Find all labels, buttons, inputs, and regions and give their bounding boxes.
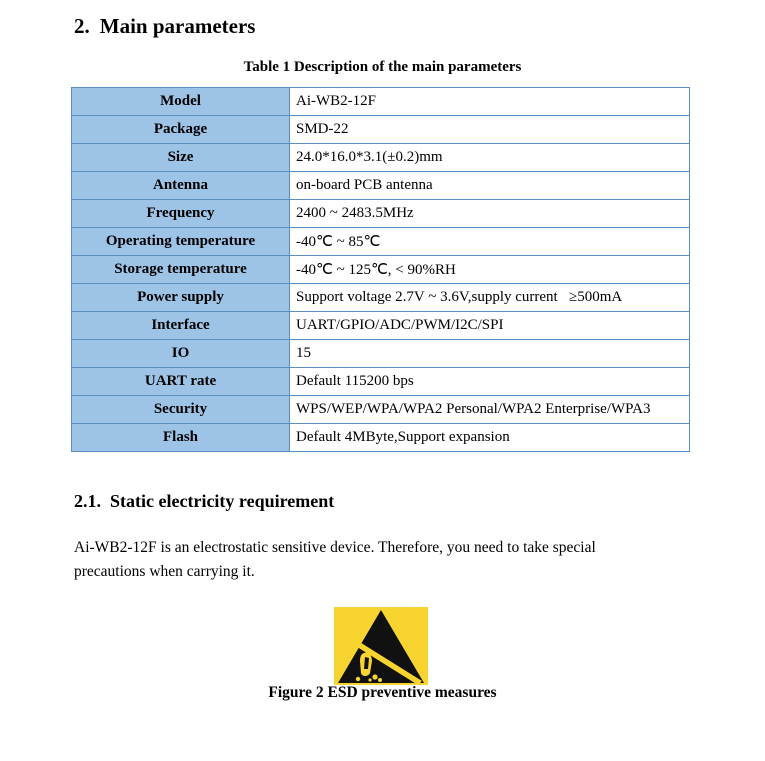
subsection-heading [74, 491, 334, 512]
figure-caption: Figure 2 ESD preventive measures [268, 684, 497, 701]
row-value: SMD-22 [290, 116, 690, 144]
table-row [72, 200, 690, 228]
row-label: Package [72, 116, 290, 144]
row-value: 2400 ~ 2483.5MHz [290, 200, 690, 228]
table-caption-text: Table 1 Description of the main parameters [243, 59, 522, 75]
esd-paragraph: Ai-WB2-12F is an electrostatic sensitive device. Therefore, you need to take special precautions when carrying it. [74, 539, 596, 580]
table-row [72, 228, 690, 256]
row-label: Size [72, 144, 290, 172]
row-value: Support voltage 2.7V ~ 3.6V,supply current ≥500mA [290, 284, 690, 312]
table-row [72, 284, 690, 312]
row-value: WPS/WEP/WPA/WPA2 Personal/WPA2 Enterprise/WPA3 [290, 396, 690, 424]
subsection-number: 2.1. [74, 491, 101, 511]
row-label: Model [72, 88, 290, 116]
row-label: IO [72, 340, 290, 368]
row-label: Operating temperature [72, 228, 290, 256]
section-number: 2. [74, 14, 90, 38]
parameters-table [71, 87, 690, 452]
table-row [72, 424, 690, 452]
table-row [72, 116, 690, 144]
row-value: 24.0*16.0*3.1(±0.2)mm [290, 144, 690, 172]
row-value: Default 4MByte,Support expansion [290, 424, 690, 452]
table-row [72, 396, 690, 424]
row-value: -40℃ ~ 125℃, < 90%RH [290, 256, 690, 284]
row-value: Default 115200 bps [290, 368, 690, 396]
row-label: Power supply [72, 284, 290, 312]
table-caption [0, 59, 765, 76]
row-label: UART rate [72, 368, 290, 396]
row-label: Flash [72, 424, 290, 452]
row-value: 15 [290, 340, 690, 368]
section-heading [74, 14, 255, 39]
section-title: Main parameters [99, 14, 256, 38]
table-row [72, 172, 690, 200]
esd-warning-icon [334, 607, 428, 685]
row-label: Interface [72, 312, 290, 340]
row-value: UART/GPIO/ADC/PWM/I2C/SPI [290, 312, 690, 340]
row-label: Frequency [72, 200, 290, 228]
row-label: Security [72, 396, 290, 424]
table-row [72, 88, 690, 116]
table-row [72, 340, 690, 368]
row-value: on-board PCB antenna [290, 172, 690, 200]
row-value: Ai-WB2-12F [290, 88, 690, 116]
table-row [72, 256, 690, 284]
table-row [72, 144, 690, 172]
table-row [72, 312, 690, 340]
row-value: -40℃ ~ 85℃ [290, 228, 690, 256]
row-label: Storage temperature [72, 256, 290, 284]
row-label: Antenna [72, 172, 290, 200]
table-row [72, 368, 690, 396]
subsection-title: Static electricity requirement [110, 491, 335, 511]
